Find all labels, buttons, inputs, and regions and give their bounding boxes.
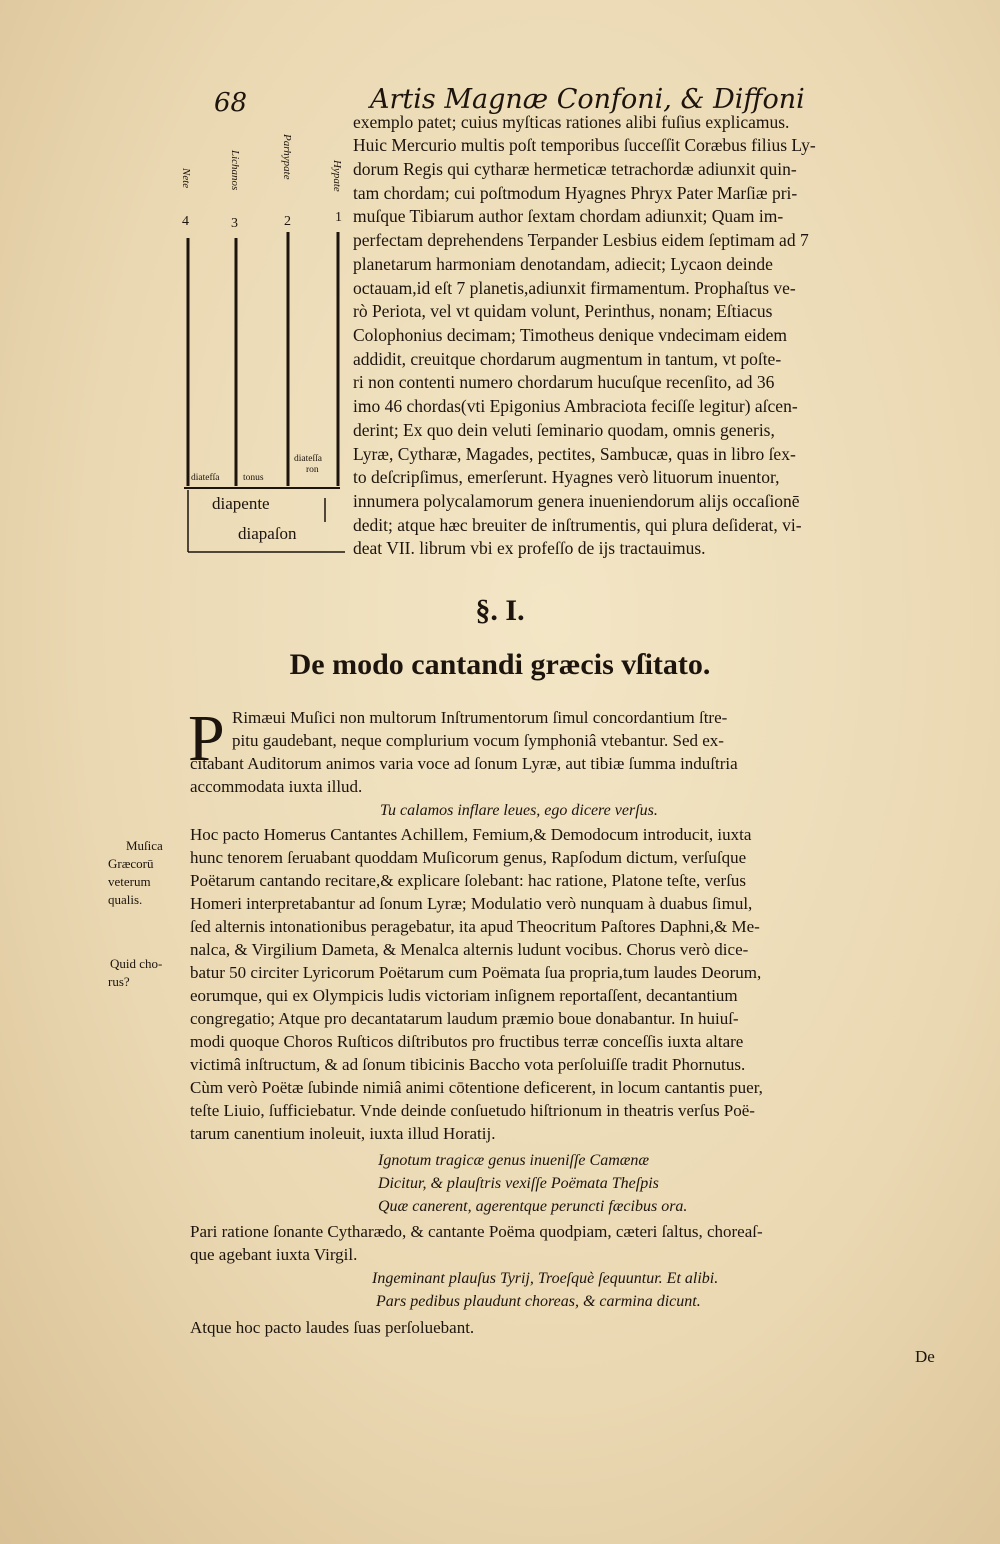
text-line: Hoc pacto Homerus Cantantes Achillem, Femium,& Demodocum introducit, iuxta xyxy=(190,825,752,844)
text-line: ri non contenti numero chordarum hucuſque recenſito, ad 36 xyxy=(353,372,775,392)
interval-label-diatessaron-right-2: ron xyxy=(306,465,319,475)
margin-note-line: Græcorū xyxy=(108,856,154,871)
text-line: Atque hoc pacto laudes ſuas perſoluebant. xyxy=(190,1318,475,1337)
text-line: exemplo patet; cuius myſticas rationes alibi fuſius explicamus. xyxy=(353,112,790,132)
string-name-parhypate: Parhypate xyxy=(281,134,293,180)
text-line: imo 46 chordas(vti Epigonius Ambraciota feciſſe legitur) aſcen- xyxy=(353,396,798,416)
text-line: rò Periota, vel vt quidam volunt, Perinthus, nonam; Eſtiacus xyxy=(353,301,773,321)
text-line: tarum canentium inoleuit, iuxta illud Horatij. xyxy=(190,1124,496,1143)
string-number-1: 1 xyxy=(335,210,342,225)
text-line: perfectam deprehendens Terpander Lesbius eidem ſeptimam ad 7 xyxy=(353,230,809,250)
verse-line: Tu calamos inflare leues, ego dicere verſus. xyxy=(380,802,658,819)
text-line: citabant Auditorum animos varia voce ad ſonum Lyræ, aut tibiæ ſumma induſtria xyxy=(190,754,738,773)
text-line: hunc tenorem ſeruabant quoddam Muſicorum genus, Rapſodum dictum, verſuſque xyxy=(190,848,747,867)
catchword: De xyxy=(915,1347,935,1366)
running-title: Artis Magnæ Confoni, & Diffoni xyxy=(370,84,805,115)
interval-label-diapente: diapente xyxy=(212,494,270,513)
verse-line: Pars pedibus plaudunt choreas, & carmina dicunt. xyxy=(376,1293,701,1310)
text-line: to deſcripſimus, emerſerunt. Hyagnes verò lituorum inuentor, xyxy=(353,467,780,487)
string-number-3: 3 xyxy=(231,216,238,231)
text-line: Pari ratione ſonante Cytharædo, & cantante Poëma quodpiam, cæteri ſaltus, choreaſ- xyxy=(190,1222,763,1241)
margin-note-line: qualis. xyxy=(108,892,143,907)
string-number-4: 4 xyxy=(182,214,189,229)
string-name-lichanos: Lichanos xyxy=(229,150,241,191)
text-line: dedit; atque hæc breuiter de inſtrumentis, qui plura deſiderat, vi- xyxy=(353,515,802,535)
interval-label-diatessaron-right-1: diateſſa xyxy=(294,454,322,464)
verse-line: Ignotum tragicæ genus inueniſſe Camænæ xyxy=(378,1152,650,1169)
string-number-2: 2 xyxy=(284,214,291,229)
text-line: ſed alternis intonationibus peragebatur, ita apud Theocritum Paſtores Daphni,& Me- xyxy=(190,917,760,936)
margin-note-line: Muſica xyxy=(126,838,163,853)
text-line: Cùm verò Poëtæ ſubinde nimiâ animi cōtentione deficerent, in locum cantantis puer, xyxy=(190,1078,763,1097)
text-line: dorum Regis qui cytharæ hermeticæ tetrachordæ adiunxit quin- xyxy=(353,159,797,179)
margin-note-line: Quid cho- xyxy=(110,956,163,971)
verse-line: Ingeminant plauſus Tyrij, Troeſquè ſequuntur. Et alibi. xyxy=(372,1270,719,1287)
text-line: batur 50 circiter Lyricorum Poëtarum cum Poëmata ſua propria,tum laudes Deorum, xyxy=(190,963,762,982)
text-line: derint; Ex quo dein veluti ſeminario quodam, omnis generis, xyxy=(353,420,775,440)
verse-line: Dicitur, & plauſtris vexiſſe Poëmata Theſpis xyxy=(378,1175,659,1192)
string-name-nete: Nete xyxy=(180,168,192,189)
text-line: Homeri interpretabantur ad ſonum Lyræ; Modulatio verò nunquam à duabus ſimul, xyxy=(190,894,753,913)
text-line: Huic Mercurio multis poſt temporibus ſucceſſit Coræbus filius Ly- xyxy=(353,135,816,155)
text-line: planetarum harmoniam denotandam, adiecit; Lycaon deinde xyxy=(353,254,773,274)
section-number: §. I. xyxy=(475,594,525,627)
tetrachord-lines xyxy=(0,0,360,580)
text-line: Lyræ, Cytharæ, Magades, pectites, Sambucæ, quas in libro ſex- xyxy=(353,444,796,464)
text-line: teſte Liuio, ſufficiebatur. Vnde deinde conſuetudo hiſtrionum in theatris verſus Poë- xyxy=(190,1101,755,1120)
verse-line: Quæ canerent, agerentque peruncti fæcibus ora. xyxy=(378,1198,688,1215)
section-heading: De modo cantandi græcis vſitato. xyxy=(289,648,711,681)
text-line: accommodata iuxta illud. xyxy=(190,777,363,796)
text-line: muſque Tibiarum author ſextam chordam adiunxit; Quam im- xyxy=(353,206,784,226)
text-line: Poëtarum cantando recitare,& explicare ſolebant: hac ratione, Platone teſte, verſus xyxy=(190,871,747,890)
text-line: octauam,id eſt 7 planetis,adiunxit firmamentum. Prophaſtus ve- xyxy=(353,278,796,298)
page-number: 68 xyxy=(214,88,248,118)
text-line: modi quoque Choros Ruſticos diſtributos pro fructibus terræ conceſſis iuxta altare xyxy=(190,1032,744,1051)
interval-label-diatessaron-left: diatefſa xyxy=(191,473,220,483)
text-line: nalca, & Virgilium Dameta, & Menalca alternis ludunt vocibus. Chorus verò dice- xyxy=(190,940,749,959)
text-line: innumera polycalamorum genera inueniendorum alijs occaſionē xyxy=(353,491,800,511)
text-line: que agebant iuxta Virgil. xyxy=(190,1245,358,1264)
drop-cap: P xyxy=(188,702,225,775)
interval-label-tonus: tonus xyxy=(243,473,264,483)
text-line: tam chordam; cui poſtmodum Hyagnes Phryx Pater Marſiæ pri- xyxy=(353,183,798,203)
text-line: congregatio; Atque pro decantatarum laudum præmio boue donabantur. In huiuſ- xyxy=(190,1009,739,1028)
text-line: addidit, creuitque chordarum augmentum in tantum, vt poſte- xyxy=(353,349,782,369)
string-name-hypate: Hypate xyxy=(331,160,343,192)
text-line: pitu gaudebant, neque complurium vocum ſymphoniâ vtebantur. Sed ex- xyxy=(232,731,724,750)
text-line: eorumque, qui ex Olympicis ludis victoriam inſignem reportaſſent, decantantium xyxy=(190,986,738,1005)
text-line: Rimæui Muſici non multorum Inſtrumentorum ſimul concordantium ſtre- xyxy=(232,708,728,727)
text-line: deat VII. librum vbi ex profeſſo de ijs tractauimus. xyxy=(353,538,706,558)
interval-label-diapason: diapaſon xyxy=(238,524,297,543)
margin-note-line: rus? xyxy=(108,974,130,989)
margin-note-line: veterum xyxy=(108,874,151,889)
text-line: Colophonius decimam; Timotheus denique vndecimam eidem xyxy=(353,325,788,345)
text-line: victimâ inſtructum, & ad ſonum tibicinis Baccho vota perſoluiſſe tradit Phornutus. xyxy=(190,1055,746,1074)
